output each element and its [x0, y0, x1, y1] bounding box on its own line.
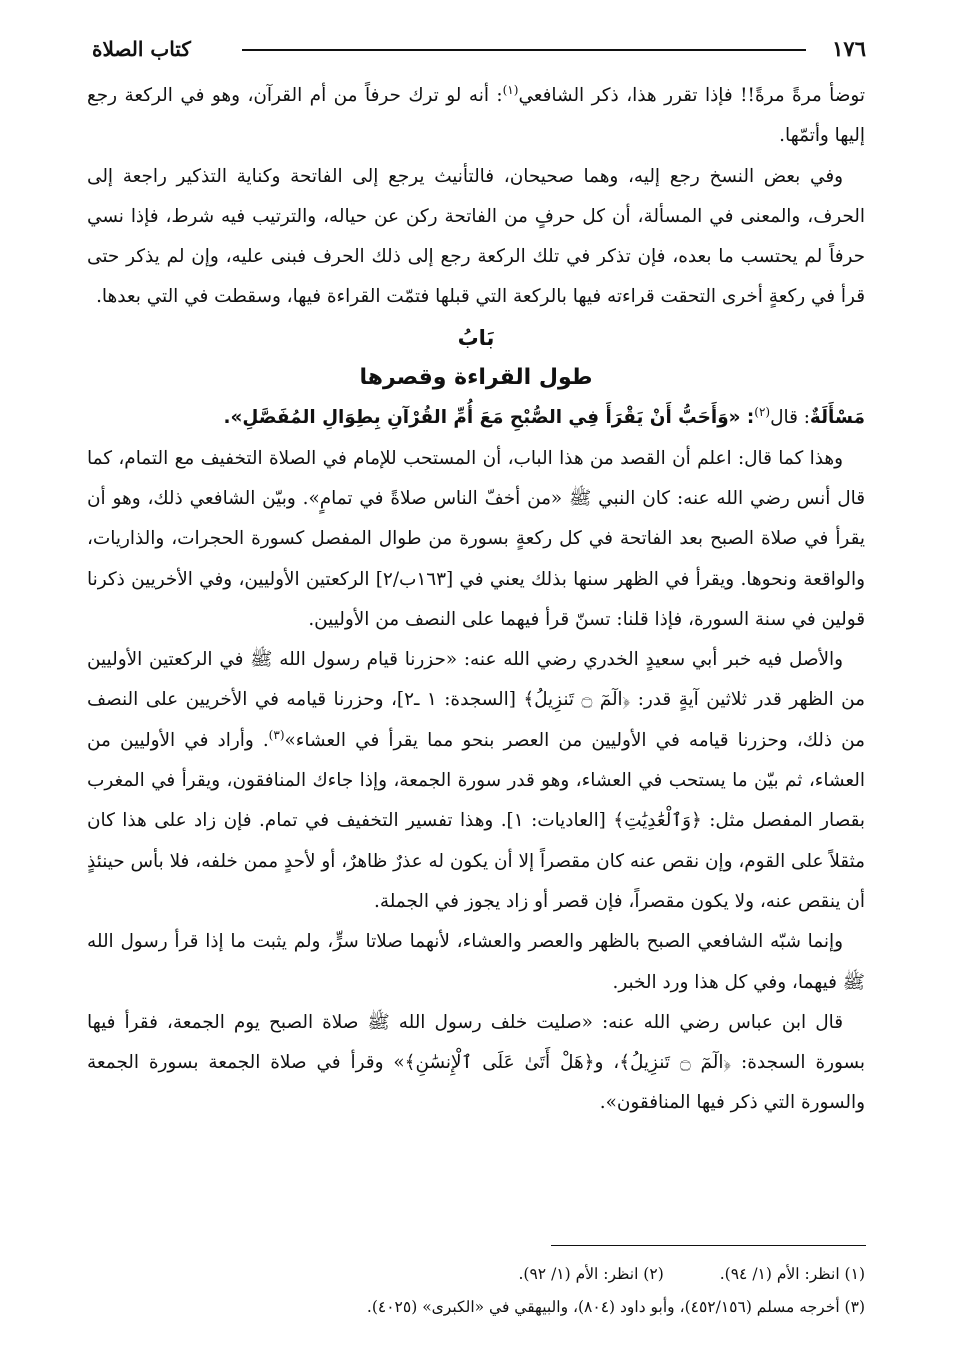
footnote-row-1 [87, 1258, 865, 1291]
masala-qala: : قال [770, 407, 810, 429]
footnote-2: (٢) انظر: الأم (١/ ٩٢). [518, 1265, 664, 1283]
masala-quote: : «وَأَحَبُّ أَنْ يَقْرَأَ فِي الصُّبْحِ مَعَ أُمِّ القُرْآنِ بِطِوَالِ المُفَصَّلِ». [223, 407, 755, 429]
paragraph-4-rest: . وأراد في الأوليين من العشاء، ثم بيّن ما يستحب في العشاء، وهو قدر سورة الجمعة، وإذا جاءك المنافقون، ويقرأ في المغرب بقصار المفصل مثل: ﴿وَٱلْعَٰدِيَٰتِ﴾ [العاديات: ١]. وهذا تفسير التخفيف في تمام. فإن زاد على هذا كان مثقلاً على القوم، وإن نقص عنه كان مقصراً إلا أن يكون له عذرٌ ظاهرٌ، أو لأحدٍ ممن خلفه، فلا بأس حينئذٍ أن ينقص عنه، ولا يكون مقصراً، فإن قصر أو زاد يجوز في الجملة. [87, 729, 866, 912]
footnote-rule [551, 1245, 866, 1246]
footnote-3: (٣) أخرجه مسلم (٤٥٢/١٥٦)، وأبو داود (٨٠٤)، والبيهقي في «الكبرى» (٤٠٢٥). [366, 1298, 865, 1316]
footnote-row-2 [87, 1291, 865, 1324]
chapter-heading: بَابُ [457, 325, 495, 350]
paragraph-1 [87, 76, 865, 157]
paragraph-3: وهذا كما قال: اعلم أن القصد من هذا الباب، أن المستحب للإمام في الصلاة التخفيف مع التمام، كما قال أنس رضي الله عنه: كان النبي ﷺ «من أخفّ الناس صلاةً في تمامٍ». وبيّن الشافعي ذلك، وهو أن يقرأ في صلاة الصبح بعد الفاتحة في كل ركعةٍ بسورة من طوال المفصل كسورة الحجرات، والذاريات، والواقعة ونحوها. ويقرأ في الظهر سنها بذلك يعني في [١٦٣ب/٢] الركعتين الأوليين، وفي الأخريين ذكرنا قولين في سنة السورة، فإذا قلنا: تسنّ قرأ فيهما على النصف من الأوليين. [87, 447, 865, 630]
header-rule [242, 49, 806, 51]
masala-label: مَسْأَلَةٌ [809, 407, 865, 429]
masala-line [87, 398, 865, 438]
paragraph-1-text: توضأ مرةً مرةً!! فإذا تقرر هذا، ذكر الشافعي [518, 85, 866, 106]
footnote-ref-3: (٣) [268, 727, 285, 742]
running-title: كتاب الصلاة [92, 37, 191, 61]
footnotes [87, 1258, 865, 1324]
paragraph-1-rest: : أنه لو ترك حرفاً من أم القرآن، وهو في الركعة رجع إليها وأتمّها. [87, 85, 865, 147]
page-number: ١٧٦ [832, 36, 866, 61]
footnote-ref-2: (٢) [754, 405, 771, 420]
page-body [87, 76, 865, 1124]
paragraph-6: قال ابن عباس رضي الله عنه: «صليت خلف رسول الله ﷺ صلاة الصبح يوم الجمعة، فقرأ فيها بسورة السجدة: ﴿الٓمٓ ۝ تَنزِيلُ﴾، و﴿هَلْ أَتَىٰ عَلَى ٱلْإِنسَٰنِ﴾» وقرأ في صلاة الجمعة بسورة الجمعة والسورة التي ذكر فيها المنافقون». [87, 1011, 865, 1114]
paragraph-2: وفي بعض النسخ رجع إليه، وهما صحيحان، فالتأنيث يرجع إلى الفاتحة وكناية التذكير راجعة إلى الحرف، والمعنى في المسألة، أن كل حرفٍ من الفاتحة ركن عن حياله، والترتيب فيه شرط، فإذا نسي حرفاً لم يحتسب ما بعده، فإن تذكر في تلك الركعة رجع إلى ذلك الحرف فبنى عليه، وإن لم يذكر حتى قرأ في ركعةٍ أخرى التحقت قراءته فيها بالركعة التي قبلها فتمّت القراءة فيها، وسقطت في التي بعدها. [87, 165, 865, 308]
page-header [92, 34, 866, 68]
paragraph-4 [87, 640, 865, 922]
footnote-ref-1: (١) [502, 82, 519, 97]
paragraph-5: وإنما شبّه الشافعي الصبح بالظهر والعصر والعشاء، لأنهما صلاتا سرٍّ، ولم يثبت ما إذا قرأ رسول الله ﷺ فيهما، وفي كل هذا ورد الخبر. [87, 931, 865, 993]
footnote-1: (١) انظر: الأم (١/ ٩٤). [719, 1265, 865, 1283]
paragraph-4-text: والأصل فيه خبر أبي سعيدٍ الخدري رضي الله عنه: «حزرنا قيام رسول الله ﷺ في الركعتين الأوليين من الظهر قدر ثلاثين آيةٍ قدر: ﴿الٓمٓ ۝ تَنزِيلُ﴾ [السجدة: ١ ـ٢]، وحزرنا قيامه في الأخريين على النصف من ذلك، وحزرنا قيامه في الأوليين من العصر بنحو مما يقرأ في العشاء» [87, 649, 866, 751]
chapter-title: طول القراءة وقصرها [359, 365, 593, 391]
